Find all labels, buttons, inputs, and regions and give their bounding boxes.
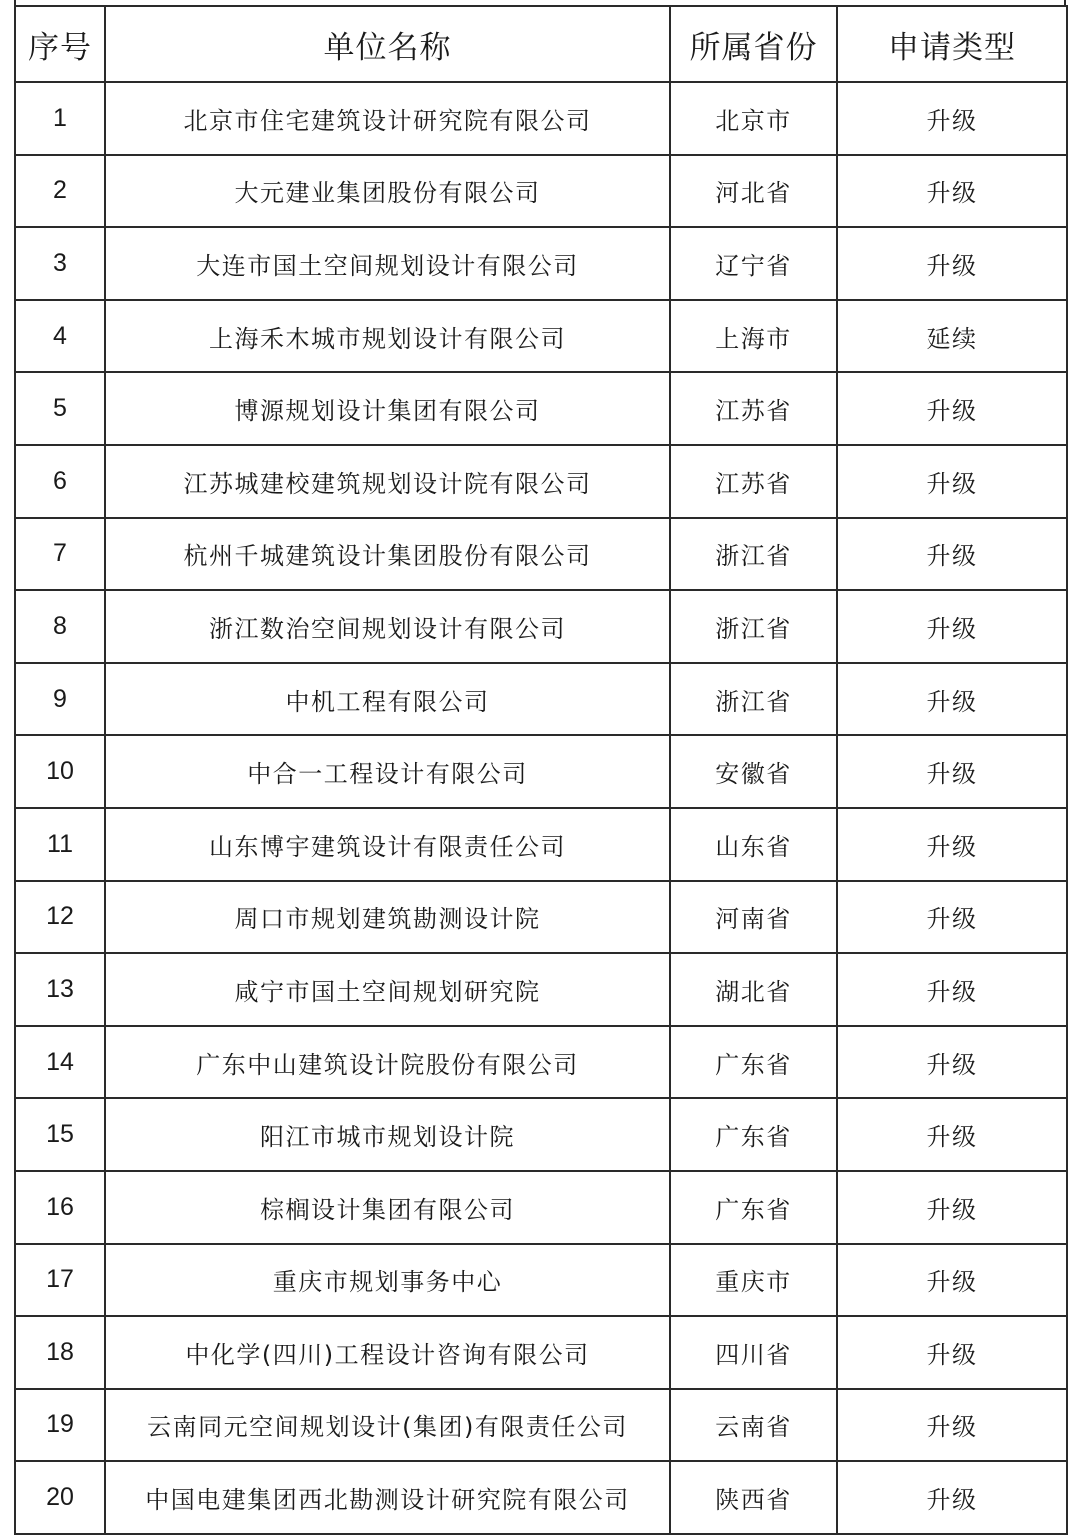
cell-province: 浙江省 bbox=[670, 518, 837, 591]
cell-serial-number: 20 bbox=[15, 1461, 105, 1534]
cell-application-type: 升级 bbox=[837, 953, 1067, 1026]
table-row bbox=[15, 82, 1067, 155]
cell-serial-number: 7 bbox=[15, 518, 105, 591]
unit-list-table bbox=[14, 5, 1068, 1535]
cell-unit-name: 大连市国土空间规划设计有限公司 bbox=[105, 227, 670, 300]
cell-province: 浙江省 bbox=[670, 590, 837, 663]
cell-province: 广东省 bbox=[670, 1026, 837, 1099]
table-row bbox=[15, 227, 1067, 300]
cell-application-type: 升级 bbox=[837, 590, 1067, 663]
cell-unit-name: 咸宁市国土空间规划研究院 bbox=[105, 953, 670, 1026]
table-row bbox=[15, 808, 1067, 881]
cell-serial-number: 14 bbox=[15, 1026, 105, 1099]
cell-serial-number: 1 bbox=[15, 82, 105, 155]
cell-application-type: 升级 bbox=[837, 1389, 1067, 1462]
cell-unit-name: 山东博宇建筑设计有限责任公司 bbox=[105, 808, 670, 881]
cell-province: 山东省 bbox=[670, 808, 837, 881]
cell-serial-number: 17 bbox=[15, 1244, 105, 1317]
cell-serial-number: 2 bbox=[15, 155, 105, 228]
cell-province: 安徽省 bbox=[670, 735, 837, 808]
cell-serial-number: 16 bbox=[15, 1171, 105, 1244]
cell-serial-number: 5 bbox=[15, 372, 105, 445]
cell-application-type: 升级 bbox=[837, 1098, 1067, 1171]
cell-application-type: 升级 bbox=[837, 1244, 1067, 1317]
cell-unit-name: 北京市住宅建筑设计研究院有限公司 bbox=[105, 82, 670, 155]
cell-serial-number: 18 bbox=[15, 1316, 105, 1389]
cell-application-type: 升级 bbox=[837, 227, 1067, 300]
cell-serial-number: 4 bbox=[15, 300, 105, 373]
cell-application-type: 升级 bbox=[837, 663, 1067, 736]
header-province: 所属省份 bbox=[670, 6, 837, 82]
cell-application-type: 升级 bbox=[837, 1026, 1067, 1099]
table-body bbox=[15, 82, 1067, 1534]
cell-province: 广东省 bbox=[670, 1098, 837, 1171]
table-row bbox=[15, 735, 1067, 808]
cell-application-type: 升级 bbox=[837, 518, 1067, 591]
cell-unit-name: 博源规划设计集团有限公司 bbox=[105, 372, 670, 445]
table-row bbox=[15, 1026, 1067, 1099]
cell-serial-number: 6 bbox=[15, 445, 105, 518]
cell-province: 北京市 bbox=[670, 82, 837, 155]
table-row bbox=[15, 1461, 1067, 1534]
cell-province: 湖北省 bbox=[670, 953, 837, 1026]
cell-application-type: 升级 bbox=[837, 82, 1067, 155]
table-row bbox=[15, 663, 1067, 736]
cell-serial-number: 11 bbox=[15, 808, 105, 881]
header-serial-number: 序号 bbox=[15, 6, 105, 82]
cell-province: 广东省 bbox=[670, 1171, 837, 1244]
cell-unit-name: 阳江市城市规划设计院 bbox=[105, 1098, 670, 1171]
cell-unit-name: 杭州千城建筑设计集团股份有限公司 bbox=[105, 518, 670, 591]
table-row bbox=[15, 1244, 1067, 1317]
cell-application-type: 延续 bbox=[837, 300, 1067, 373]
cell-province: 河南省 bbox=[670, 881, 837, 954]
cell-serial-number: 19 bbox=[15, 1389, 105, 1462]
table-row bbox=[15, 518, 1067, 591]
cell-unit-name: 上海禾木城市规划设计有限公司 bbox=[105, 300, 670, 373]
table-row bbox=[15, 1316, 1067, 1389]
table-row bbox=[15, 445, 1067, 518]
cell-serial-number: 3 bbox=[15, 227, 105, 300]
cell-unit-name: 周口市规划建筑勘测设计院 bbox=[105, 881, 670, 954]
cell-application-type: 升级 bbox=[837, 1316, 1067, 1389]
cell-application-type: 升级 bbox=[837, 155, 1067, 228]
cell-serial-number: 12 bbox=[15, 881, 105, 954]
table-row bbox=[15, 1098, 1067, 1171]
cell-province: 四川省 bbox=[670, 1316, 837, 1389]
cell-province: 陕西省 bbox=[670, 1461, 837, 1534]
cell-province: 辽宁省 bbox=[670, 227, 837, 300]
table-row bbox=[15, 372, 1067, 445]
table-row bbox=[15, 953, 1067, 1026]
cell-application-type: 升级 bbox=[837, 1461, 1067, 1534]
table-row bbox=[15, 155, 1067, 228]
cell-unit-name: 中化学(四川)工程设计咨询有限公司 bbox=[105, 1316, 670, 1389]
header-application-type: 申请类型 bbox=[837, 6, 1067, 82]
cell-serial-number: 13 bbox=[15, 953, 105, 1026]
cell-unit-name: 广东中山建筑设计院股份有限公司 bbox=[105, 1026, 670, 1099]
cell-serial-number: 9 bbox=[15, 663, 105, 736]
cell-unit-name: 棕榈设计集团有限公司 bbox=[105, 1171, 670, 1244]
cell-application-type: 升级 bbox=[837, 372, 1067, 445]
cell-unit-name: 浙江数治空间规划设计有限公司 bbox=[105, 590, 670, 663]
cell-application-type: 升级 bbox=[837, 445, 1067, 518]
cell-serial-number: 10 bbox=[15, 735, 105, 808]
cell-unit-name: 江苏城建校建筑规划设计院有限公司 bbox=[105, 445, 670, 518]
cell-unit-name: 中国电建集团西北勘测设计研究院有限公司 bbox=[105, 1461, 670, 1534]
cell-province: 河北省 bbox=[670, 155, 837, 228]
table-header-row bbox=[15, 6, 1067, 82]
cell-application-type: 升级 bbox=[837, 881, 1067, 954]
cell-province: 江苏省 bbox=[670, 372, 837, 445]
table-row bbox=[15, 1171, 1067, 1244]
cell-province: 云南省 bbox=[670, 1389, 837, 1462]
cell-serial-number: 15 bbox=[15, 1098, 105, 1171]
cell-serial-number: 8 bbox=[15, 590, 105, 663]
cell-province: 上海市 bbox=[670, 300, 837, 373]
cell-application-type: 升级 bbox=[837, 735, 1067, 808]
cell-unit-name: 中机工程有限公司 bbox=[105, 663, 670, 736]
cell-application-type: 升级 bbox=[837, 1171, 1067, 1244]
cell-unit-name: 中合一工程设计有限公司 bbox=[105, 735, 670, 808]
table-row bbox=[15, 590, 1067, 663]
cell-province: 江苏省 bbox=[670, 445, 837, 518]
cell-unit-name: 重庆市规划事务中心 bbox=[105, 1244, 670, 1317]
table-row bbox=[15, 881, 1067, 954]
cell-province: 重庆市 bbox=[670, 1244, 837, 1317]
cell-province: 浙江省 bbox=[670, 663, 837, 736]
table-row bbox=[15, 1389, 1067, 1462]
table-row bbox=[15, 300, 1067, 373]
cell-application-type: 升级 bbox=[837, 808, 1067, 881]
cell-unit-name: 云南同元空间规划设计(集团)有限责任公司 bbox=[105, 1389, 670, 1462]
header-unit-name: 单位名称 bbox=[105, 6, 670, 82]
cell-unit-name: 大元建业集团股份有限公司 bbox=[105, 155, 670, 228]
